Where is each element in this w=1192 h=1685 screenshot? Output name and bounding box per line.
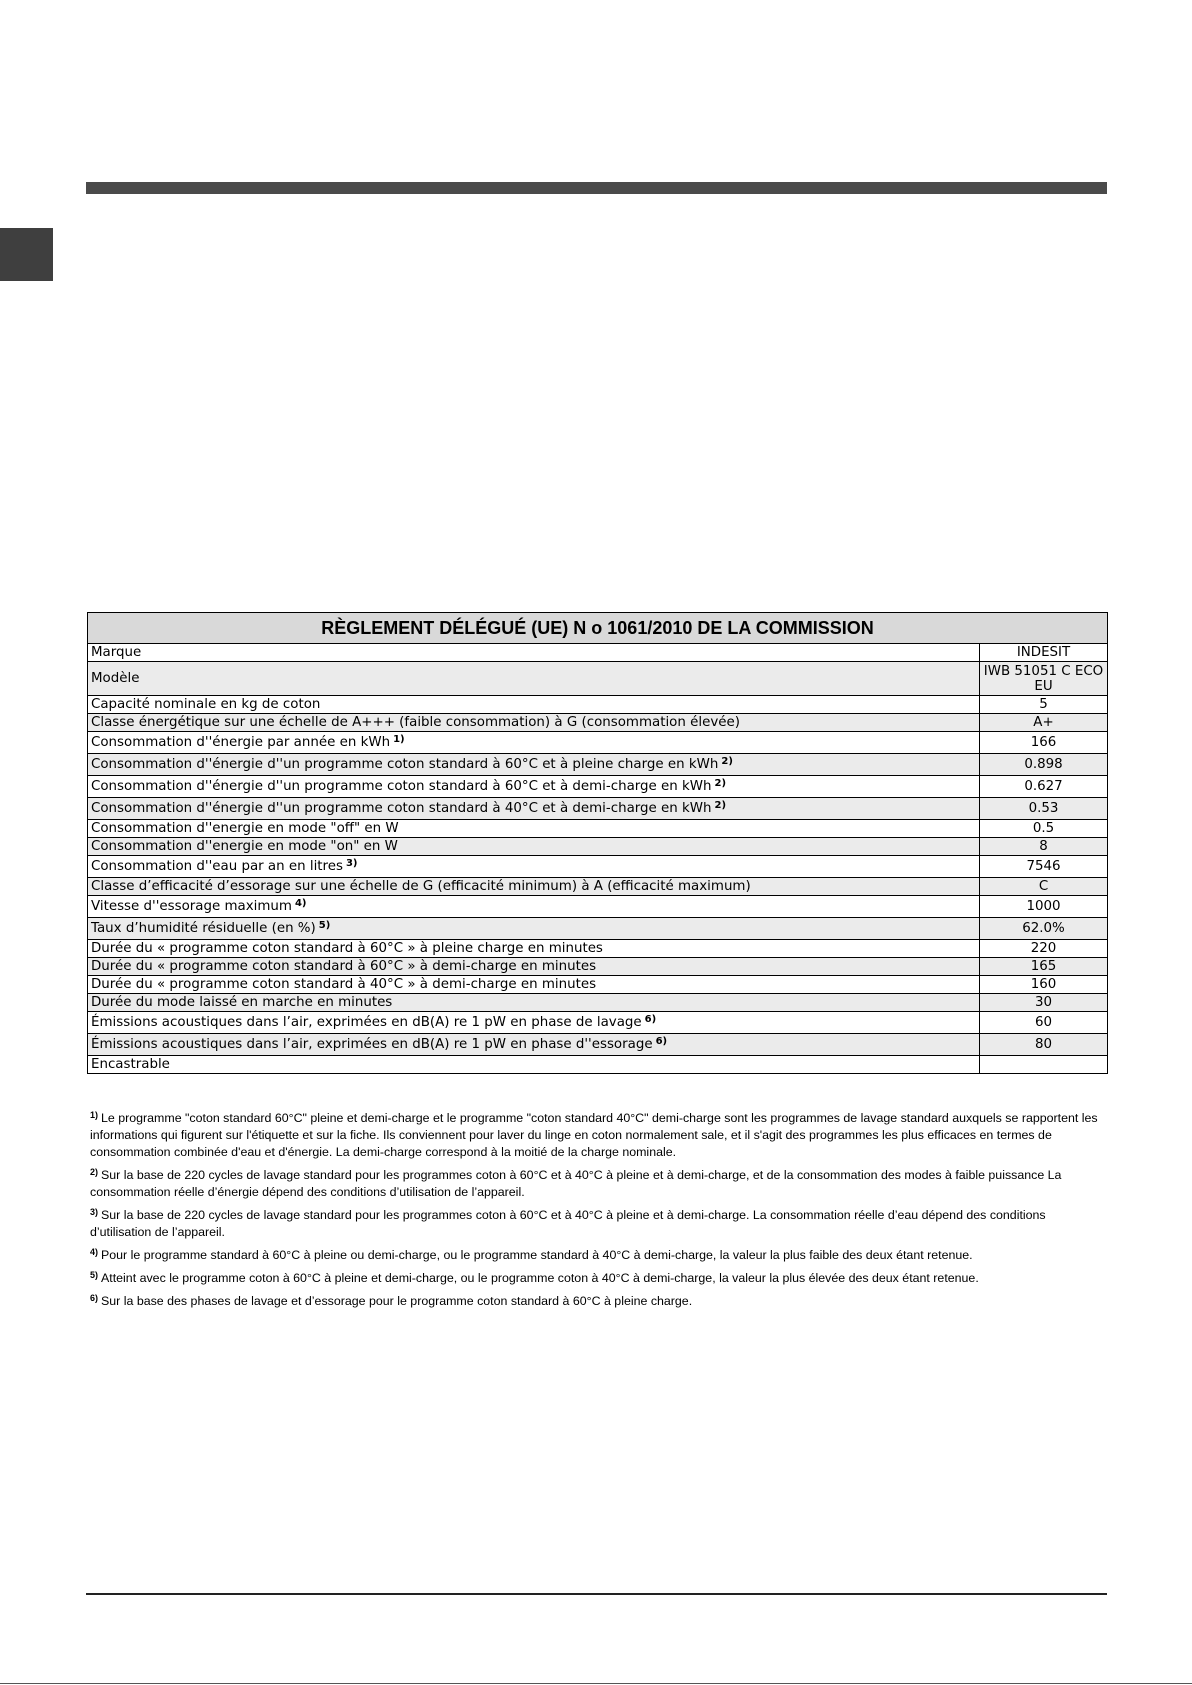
row-value: 62.0% <box>980 918 1108 940</box>
table-row <box>88 896 1108 918</box>
row-value: 160 <box>980 976 1108 994</box>
footnote-text: Pour le programme standard à 60°C à pleine ou demi-charge, ou le programme standard à 40°C à demi-charge, la valeur la plus faible des deux étant retenue. <box>101 1248 973 1262</box>
footnote-text: Sur la base des phases de lavage et d’essorage pour le programme coton standard à 60°C à pleine charge. <box>101 1294 693 1308</box>
footnote-ref: 2) <box>714 800 727 811</box>
table-row <box>88 838 1108 856</box>
table-row <box>88 714 1108 732</box>
footnote <box>90 1167 1105 1201</box>
row-label: Consommation d''énergie d''un programme coton standard à 40°C et à demi-charge en kWh <box>91 801 712 816</box>
table-title: RÈGLEMENT DÉLÉGUÉ (UE) N o 1061/2010 DE LA COMMISSION <box>88 613 1108 644</box>
row-label: Durée du « programme coton standard à 40°C » à demi-charge en minutes <box>91 977 597 992</box>
row-label: Consommation d''énergie d''un programme coton standard à 60°C et à pleine charge en kWh <box>91 757 719 772</box>
table-row <box>88 732 1108 754</box>
footnote-number: 4) <box>90 1247 99 1257</box>
row-value: 30 <box>980 994 1108 1012</box>
footnote-text: Sur la base de 220 cycles de lavage standard pour les programmes coton à 60°C et à 40°C à pleine et à demi-charge. La consommation réelle d’eau dépend des conditions d’utilisation de l’appareil. <box>90 1208 1046 1239</box>
row-label: Consommation d''eau par an en litres <box>91 859 343 874</box>
row-value: 0.5 <box>980 820 1108 838</box>
row-value: 5 <box>980 696 1108 714</box>
row-label: Capacité nominale en kg de coton <box>91 697 321 712</box>
row-label: Consommation d''énergie d''un programme coton standard à 60°C et à demi-charge en kWh <box>91 779 712 794</box>
footnote-number: 1) <box>90 1110 99 1120</box>
row-label: Encastrable <box>91 1057 170 1072</box>
table-row <box>88 776 1108 798</box>
row-label: Vitesse d''essorage maximum <box>91 899 292 914</box>
row-label: Durée du « programme coton standard à 60°C » à demi-charge en minutes <box>91 959 597 974</box>
row-label: Émissions acoustiques dans l’air, exprimées en dB(A) re 1 pW en phase d''essorage <box>91 1037 653 1052</box>
footnote-ref: 4) <box>294 898 307 909</box>
row-value: 165 <box>980 958 1108 976</box>
footnote-number: 6) <box>90 1293 99 1303</box>
row-value: 1000 <box>980 896 1108 918</box>
row-value: 0.898 <box>980 754 1108 776</box>
table-row <box>88 662 1108 696</box>
row-label: Consommation d''energie en mode "on" en W <box>91 839 398 854</box>
row-value: INDESIT <box>980 644 1108 662</box>
footnote-ref: 2) <box>721 756 733 767</box>
page-edge-line <box>0 1683 1192 1684</box>
row-value: 60 <box>980 1012 1108 1034</box>
footnote <box>90 1110 1105 1161</box>
footer-rule <box>86 1593 1107 1595</box>
table-row <box>88 958 1108 976</box>
row-value: 220 <box>980 940 1108 958</box>
footnote <box>90 1247 1105 1264</box>
footnote-text: Sur la base de 220 cycles de lavage standard pour les programmes coton à 60°C et à 40°C à pleine et à demi-charge, et de la consommation des modes à faible puissance La consommation réelle d’énergie dépend des conditions d’utilisation de l’appareil. <box>90 1168 1062 1199</box>
row-value: 0.53 <box>980 798 1108 820</box>
table-row <box>88 918 1108 940</box>
table-row <box>88 798 1108 820</box>
row-value: 7546 <box>980 856 1108 878</box>
row-label: Durée du « programme coton standard à 60°C » à pleine charge en minutes <box>91 941 603 956</box>
row-value: 166 <box>980 732 1108 754</box>
footnote-ref: 3) <box>345 858 358 869</box>
footnotes <box>90 1110 1105 1316</box>
table-row <box>88 994 1108 1012</box>
table-row <box>88 1012 1108 1034</box>
footnote-text: Atteint avec le programme coton à 60°C à pleine et demi-charge, ou le programme coton à 40°C à demi-charge, la valeur la plus élevée des deux étant retenue. <box>101 1271 979 1285</box>
footnote-number: 3) <box>90 1207 99 1217</box>
row-label: Consommation d''énergie par année en kWh <box>91 735 391 750</box>
row-label: Modèle <box>91 671 140 686</box>
row-value <box>980 1056 1108 1074</box>
footnote-ref: 6) <box>655 1036 668 1047</box>
table-row <box>88 856 1108 878</box>
footnote-ref: 6) <box>644 1014 657 1025</box>
row-label: Taux d’humidité résiduelle (en %) <box>91 921 316 936</box>
footnote <box>90 1207 1105 1241</box>
energy-spec-table <box>87 612 1108 1074</box>
footnote-ref: 2) <box>714 778 727 789</box>
row-label: Classe énergétique sur une échelle de A+++ (faible consommation) à G (consommation élevée) <box>91 715 740 730</box>
row-value: IWB 51051 C ECO EU <box>980 662 1108 696</box>
row-value: C <box>980 878 1108 896</box>
row-label: Consommation d''energie en mode "off" en W <box>91 821 399 836</box>
row-label: Marque <box>91 645 142 660</box>
table-row <box>88 976 1108 994</box>
footnote-number: 2) <box>90 1167 99 1177</box>
language-side-tab <box>0 228 53 281</box>
table-row <box>88 754 1108 776</box>
footnote-ref: 1) <box>393 734 405 745</box>
row-label: Durée du mode laissé en marche en minutes <box>91 995 393 1010</box>
row-value: 8 <box>980 838 1108 856</box>
row-value: 0.627 <box>980 776 1108 798</box>
table-row <box>88 1034 1108 1056</box>
table-row <box>88 820 1108 838</box>
table-row <box>88 940 1108 958</box>
row-label: Classe d’efficacité d’essorage sur une échelle de G (efficacité minimum) à A (efficacité maximum) <box>91 879 751 894</box>
table-title-row <box>88 613 1108 644</box>
footnote <box>90 1293 1105 1310</box>
footnote-ref: 5) <box>318 920 331 931</box>
footnote <box>90 1270 1105 1287</box>
table-row <box>88 644 1108 662</box>
footnote-text: Le programme "coton standard 60°C" pleine et demi-charge et le programme "coton standard 40°C" demi-charge sont les programmes de lavage standard auxquels se rapportent les informations qui figurent sur l'étiquette et sur la fiche. Ils conviennent pour laver du linge en coton normalement sale, et il s'agit des programmes les plus efficaces en termes de consommation combinée d'eau et d'énergie. La demi-charge correspond à la moitié de la charge nominale. <box>90 1111 1098 1159</box>
header-rule <box>86 182 1107 194</box>
footnote-number: 5) <box>90 1270 99 1280</box>
row-value: A+ <box>980 714 1108 732</box>
row-value: 80 <box>980 1034 1108 1056</box>
table-row <box>88 878 1108 896</box>
table-row <box>88 696 1108 714</box>
row-label: Émissions acoustiques dans l’air, exprimées en dB(A) re 1 pW en phase de lavage <box>91 1015 642 1030</box>
table-row <box>88 1056 1108 1074</box>
